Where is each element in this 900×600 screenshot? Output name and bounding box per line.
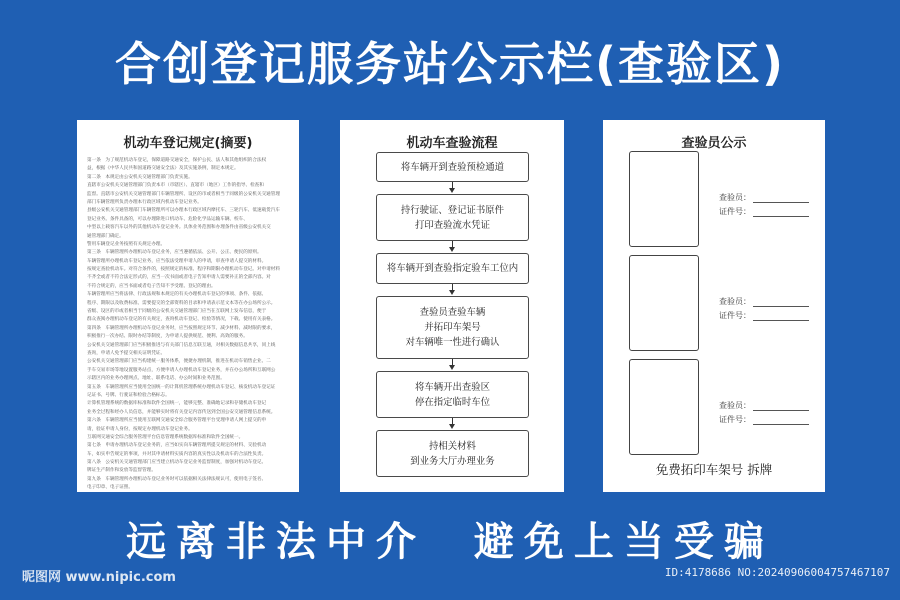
regulations-title: 机动车登记规定(摘要) bbox=[123, 136, 253, 151]
flow-chart bbox=[376, 152, 529, 477]
regulation-line: 第三条 车辆管理所办理机动车登记业务，应当遵循依法、公开、公正、便民的原则。 bbox=[87, 250, 262, 256]
regulation-line: 群众查阅办理机动车登记的有关规定，查询机动车登记、检验等情况，下载、使用有关表格。 bbox=[87, 317, 276, 323]
flow-arrow-icon bbox=[376, 284, 529, 296]
regulation-line: 监督。直辖市公安机关交通管理部门车辆管理所、设区的市或者相当于同级的公安机关交通管理 bbox=[87, 191, 280, 197]
inspector-photo bbox=[629, 359, 699, 455]
regulation-line: 不符合规定的，应当书面或者电子告知不予受理、登记的理由。 bbox=[87, 283, 216, 289]
regulation-line: 第二条 本规定由公安机关交通管理部门负责实施。 bbox=[87, 174, 193, 180]
regulations-text bbox=[77, 151, 299, 493]
regulation-line: 公安机关交通管理部门应当积极推进与有关部门信息互联互通，对相关数据信息共享，同上线 bbox=[87, 342, 276, 348]
inspector-name-label: 查验员： bbox=[719, 297, 751, 306]
regulation-line: 警用车辆登记业务按照有关规定办理。 bbox=[87, 241, 166, 247]
inspector-card bbox=[629, 255, 809, 351]
regulation-line: 益，根据《中华人民共和国道路交通安全法》及其实施条例，制定本规定。 bbox=[87, 166, 239, 172]
regulation-line: 第五条 车辆管理所应当使用全国统一的计算机管理系统办理机动车登记、核发机动车登记证 bbox=[87, 384, 276, 390]
regulation-line: 第七条 申请办理机动车登记业务的，应当如实向车辆管理所提交规定的材料、交验机动 bbox=[87, 443, 267, 449]
regulation-line: 电子印章、电子证照。 bbox=[87, 485, 133, 491]
regulation-line: 第九条 车辆管理所办理机动车登记业务时可以依据相关法律法规认可，使用电子签名、 bbox=[87, 476, 267, 482]
inspector-photo bbox=[629, 255, 699, 351]
inspector-card bbox=[629, 359, 809, 455]
slogan: 远离非法中介 避免上当受骗 bbox=[126, 519, 774, 565]
regulation-line: 中型以上载客汽车以外的其他机动车登记业务。具体业务范围和办理条件由省级公安机关交 bbox=[87, 225, 271, 231]
watermark-left: 昵图网 www.nipic.com bbox=[22, 570, 176, 585]
inspector-cert-label: 证件号： bbox=[719, 207, 751, 216]
regulation-line: 车辆管理所办理机动车登记业务，应当依法受理申请人的申请，审查申请人提交的材料。 bbox=[87, 258, 267, 264]
flow-step: 将车辆开到查验预检通道 bbox=[376, 152, 529, 182]
flow-step: 查验员查验车辆 并拓印车架号 对车辆唯一性进行确认 bbox=[376, 296, 529, 359]
flow-step: 将车辆开到查验指定验车工位内 bbox=[376, 253, 529, 284]
regulation-line: 程序、期限以及收费标准、需要提交的全部资料的目录和申请表示范文本等在办公场所公示。 bbox=[87, 300, 276, 306]
regulation-line: 按规定查验机动车。对符合条件的，按照规定的标准、程序和期限办理机动车登记。对申请材料 bbox=[87, 267, 280, 273]
inspector-photo bbox=[629, 151, 699, 247]
flow-title: 机动车查验流程 bbox=[406, 136, 498, 151]
regulation-line: 互联网交通安全综合服务管理平台信息管理系统数据库标准和软件全国统一。 bbox=[87, 434, 244, 440]
regulation-line: 省级、设区的市或者相当于同级的公安机关交通管理部门应当在互联网上发布信息，便于 bbox=[87, 309, 267, 315]
regulation-line: 积极推行一次办结、限时办结等制度，为申请人提供规范、便利、高效的服务。 bbox=[87, 334, 248, 340]
inspectors-footer: 免费拓印车架号 拆牌 bbox=[655, 462, 773, 477]
regulation-line: 第一条 为了规范机动车登记，保障道路交通安全，保护公民、法人和其他组织的合法权 bbox=[87, 158, 267, 163]
regulation-line: 第八条 公安机关交通管理部门应当建立机动车登记业务监督制度，加强对机动车登记、 bbox=[87, 460, 267, 466]
regulation-line: 县级公安机关交通管理部门车辆管理所可以办理本行政区域内摩托车、三轮汽车、低速载货汽车 bbox=[87, 208, 280, 214]
regulation-line: 请，验证申请人身份，按规定办理机动车登记业务。 bbox=[87, 426, 193, 432]
flow-arrow-icon bbox=[376, 241, 529, 253]
regulation-line: 通管理部门确定。 bbox=[87, 233, 124, 239]
inspector-name-label: 查验员： bbox=[719, 401, 751, 410]
flow-panel bbox=[340, 120, 564, 492]
flow-arrow-icon bbox=[376, 418, 529, 430]
flow-step: 将车辆开出查验区 停在指定临时车位 bbox=[376, 371, 529, 418]
inspector-cert-label: 证件号： bbox=[719, 311, 751, 320]
inspector-name-label: 查验员： bbox=[719, 193, 751, 202]
regulation-line: 公安机关交通管理部门应当构建统一服务体系，便捷办理机制，推进在机动车销售企业、二 bbox=[87, 359, 271, 365]
inspector-card bbox=[629, 151, 809, 247]
inspector-cert-label: 证件号： bbox=[719, 415, 751, 424]
regulation-line: 车辆管理所应当将法律、行政法规和本规定的有关办理机动车登记的事项、条件、依据、 bbox=[87, 292, 267, 298]
regulation-line: 第六条 车辆管理所应当使用互联网交通安全综合服务管理平台受理申请人网上提交的申 bbox=[87, 418, 267, 424]
regulation-line: 查询，申请人免予提交相关证明凭证。 bbox=[87, 350, 166, 356]
regulation-line: 车，如实申告规定的事项，并对其申请材料实质内容的真实性以及机动车的合法性负责。 bbox=[87, 451, 267, 457]
flow-step: 持行驶证、登记证书原件 打印查验流水凭证 bbox=[376, 194, 529, 241]
regulation-line: 部门车辆管理所负责办理本行政区域内机动车登记业务。 bbox=[87, 199, 202, 205]
regulation-line: 手车交易市场等地设置服务站点，方便申请人办理机动车登记业务，并在办公场所和互联网公 bbox=[87, 367, 276, 373]
page-title: 合创登记服务站公示栏(查验区) bbox=[114, 37, 786, 91]
flow-step: 持相关材料 到业务大厅办理业务 bbox=[376, 430, 529, 477]
regulation-line: 牌证生产制作和发放等监督管理。 bbox=[87, 468, 156, 474]
regulation-line: 记证书、号牌、行驶证和检验合格标志。 bbox=[87, 392, 170, 398]
regulation-line: 登记业务。条件具备的，可以办理除进口机动车、危险化学品运输车辆、校车、 bbox=[87, 216, 248, 222]
inspectors-panel bbox=[603, 120, 825, 492]
regulation-line: 计算机管理系统的数据库标准和软件全国统一，能够完整、准确地记录和存储机动车登记 bbox=[87, 401, 267, 407]
flow-arrow-icon bbox=[376, 182, 529, 194]
inspectors-title: 查验员公示 bbox=[681, 136, 747, 151]
regulation-line: 第四条 车辆管理所办理机动车登记业务时，应当按照规定环节、减少材料、减时限的要求， bbox=[87, 325, 276, 331]
regulation-line: 不齐全或者不符合法定形式的，应当一次书面或者电子告知申请人需要补正的全部内容。对 bbox=[87, 275, 271, 281]
watermark-right: ID:4178686 NO:20240906004757467107 bbox=[664, 566, 890, 579]
regulation-line: 业务全过程和经办人员信息，并能够实时将有关登记内容传送到全国公安交通管理信息系统。 bbox=[87, 409, 276, 415]
regulation-line: 示辖区内的业务办理网点、地址、联系电话、办公时间和业务范围。 bbox=[87, 376, 225, 382]
regulation-line: 直辖市公安机关交通管理部门负责本市（市辖区）、直辖市（地区）工作的指导、检查和 bbox=[87, 183, 264, 189]
flow-arrow-icon bbox=[376, 359, 529, 371]
regulations-panel bbox=[77, 120, 299, 492]
